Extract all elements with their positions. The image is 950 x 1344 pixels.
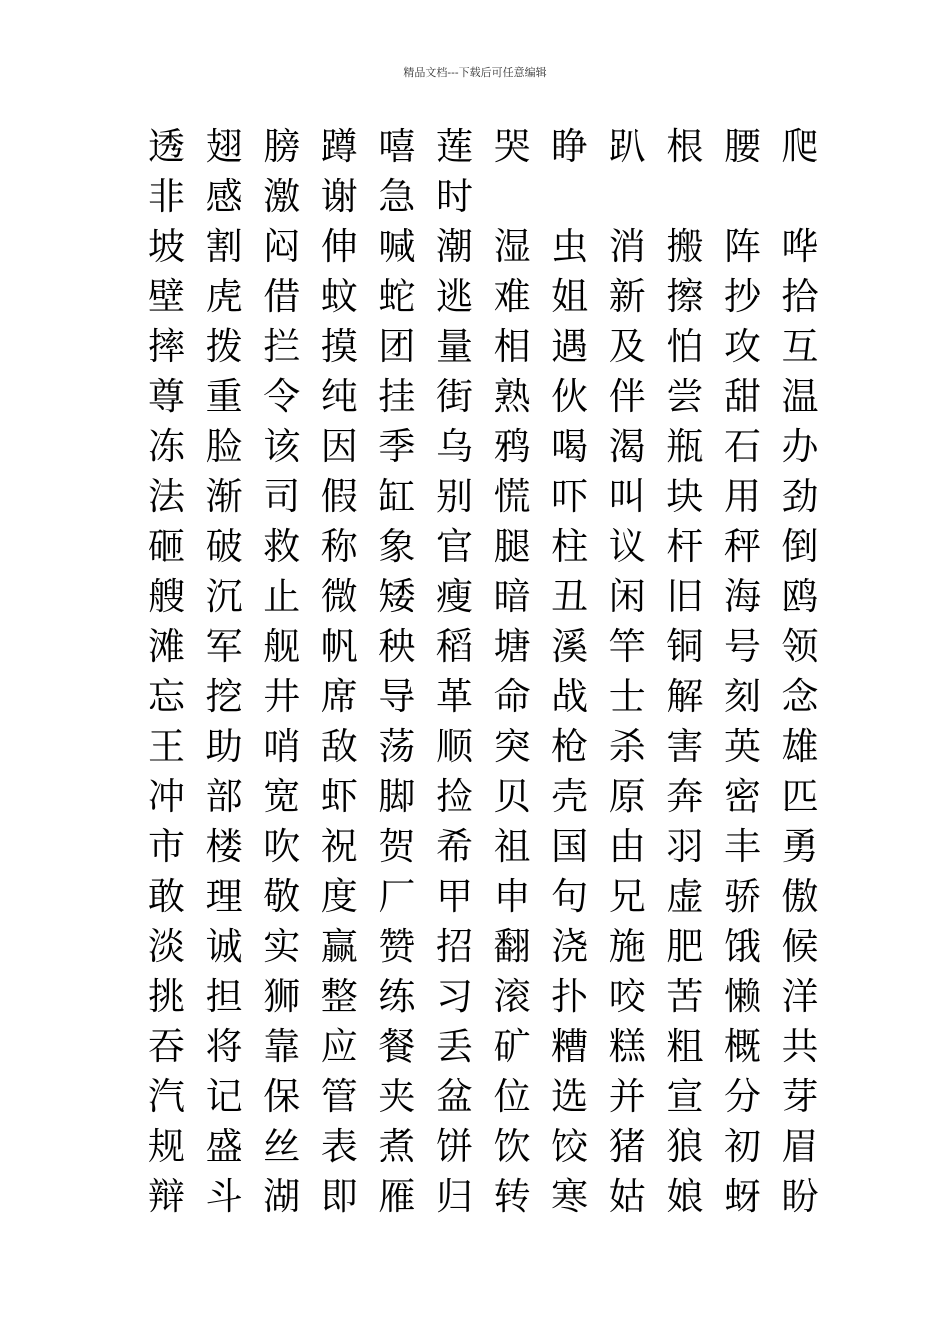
character-cell: 虚 [666,875,704,918]
character-cell: 兄 [608,875,646,918]
character-cell: 原 [608,775,646,818]
character-cell: 贝 [493,775,531,818]
character-cell: 芽 [781,1075,819,1118]
character-cell: 办 [781,425,819,468]
character-cell: 饼 [435,1125,473,1168]
character-cell: 溪 [551,625,589,668]
character-cell: 膀 [263,125,301,168]
character-cell: 虎 [205,275,243,318]
character-cell: 懒 [723,975,761,1018]
character-cell: 煮 [378,1125,416,1168]
character-cell: 根 [666,125,704,168]
character-cell: 转 [493,1175,531,1218]
character-cell: 蚜 [723,1175,761,1218]
character-cell: 狼 [666,1125,704,1168]
character-cell: 法 [148,475,185,518]
character-cell: 壁 [148,275,185,318]
character-cell: 号 [723,625,761,668]
character-cell: 莲 [435,125,473,168]
character-cell: 趴 [608,125,646,168]
character-cell: 国 [551,825,589,868]
character-row [148,622,838,672]
character-cell: 季 [378,425,416,468]
character-cell: 归 [435,1175,473,1218]
character-cell: 狮 [263,975,301,1018]
character-cell: 渐 [205,475,243,518]
character-cell: 雁 [378,1175,416,1218]
character-cell: 蛇 [378,275,416,318]
character-cell: 姑 [608,1175,646,1218]
character-cell: 擦 [666,275,704,318]
character-cell: 吞 [148,1025,185,1068]
character-cell: 司 [263,475,301,518]
character-cell: 习 [435,975,473,1018]
character-cell: 滩 [148,625,185,668]
character-cell: 靠 [263,1025,301,1068]
character-cell: 旧 [666,575,704,618]
character-cell: 哗 [781,225,819,268]
character-cell: 饮 [493,1125,531,1168]
character-cell: 慌 [493,475,531,518]
character-row [148,472,838,522]
character-cell: 申 [493,875,531,918]
character-cell: 令 [263,375,301,418]
character-cell: 柱 [551,525,589,568]
character-cell: 艘 [148,575,185,618]
character-cell: 念 [781,675,819,718]
character-row [148,372,838,422]
character-cell: 团 [378,325,416,368]
character-cell: 渴 [608,425,646,468]
character-cell: 丰 [723,825,761,868]
character-cell: 搬 [666,225,704,268]
character-cell: 虫 [551,225,589,268]
character-cell: 挑 [148,975,185,1018]
character-cell: 度 [320,875,358,918]
character-cell: 新 [608,275,646,318]
character-cell: 止 [263,575,301,618]
character-cell: 伸 [320,225,358,268]
character-cell: 敢 [148,875,185,918]
character-cell: 倒 [781,525,819,568]
character-row [148,772,838,822]
character-cell: 由 [608,825,646,868]
character-cell: 纯 [320,375,358,418]
character-cell: 冻 [148,425,185,468]
character-row [148,222,838,272]
character-cell: 劲 [781,475,819,518]
page-header: 精品文档---下载后可任意编辑 [403,66,547,79]
character-cell: 缸 [378,475,416,518]
character-row [148,322,838,372]
character-cell: 微 [320,575,358,618]
character-cell: 伙 [551,375,589,418]
character-cell: 难 [493,275,531,318]
character-cell: 将 [205,1025,243,1068]
character-cell: 透 [148,125,185,168]
character-cell: 洋 [781,975,819,1018]
character-cell: 捡 [435,775,473,818]
character-cell: 肥 [666,925,704,968]
character-cell: 蚊 [320,275,358,318]
character-row [148,972,838,1022]
character-cell: 官 [435,525,473,568]
character-cell: 竿 [608,625,646,668]
character-cell: 羽 [666,825,704,868]
character-cell: 盼 [781,1175,819,1218]
character-cell: 汽 [148,1075,185,1118]
character-cell: 脚 [378,775,416,818]
character-cell: 粗 [666,1025,704,1068]
character-cell: 哭 [493,125,531,168]
character-cell: 塘 [493,625,531,668]
character-cell: 记 [205,1075,243,1118]
character-cell: 担 [205,975,243,1018]
character-cell: 消 [608,225,646,268]
character-cell: 喊 [378,225,416,268]
character-row [148,1022,838,1072]
character-cell: 规 [148,1125,185,1168]
character-cell: 咬 [608,975,646,1018]
character-cell: 杀 [608,725,646,768]
character-cell: 概 [723,1025,761,1068]
character-cell: 议 [608,525,646,568]
character-cell: 抄 [723,275,761,318]
character-cell: 腰 [723,125,761,168]
character-cell: 宽 [263,775,301,818]
character-cell: 腿 [493,525,531,568]
character-row [148,422,838,472]
character-cell: 甲 [435,875,473,918]
character-cell: 部 [205,775,243,818]
character-cell: 革 [435,675,473,718]
character-cell: 别 [435,475,473,518]
character-cell: 管 [320,1075,358,1118]
character-row [148,122,838,172]
character-cell: 乌 [435,425,473,468]
character-cell: 盛 [205,1125,243,1168]
character-cell: 滚 [493,975,531,1018]
character-cell: 及 [608,325,646,368]
character-cell: 甜 [723,375,761,418]
character-cell: 辩 [148,1175,185,1218]
character-cell: 忘 [148,675,185,718]
character-cell: 丑 [551,575,589,618]
character-cell: 破 [205,525,243,568]
character-cell: 淡 [148,925,185,968]
character-cell: 选 [551,1075,589,1118]
character-cell: 命 [493,675,531,718]
character-cell: 娘 [666,1175,704,1218]
character-cell: 市 [148,825,185,868]
character-cell: 假 [320,475,358,518]
character-cell: 激 [263,175,301,218]
character-cell: 解 [666,675,704,718]
character-cell: 挂 [378,375,416,418]
character-cell: 拾 [781,275,819,318]
character-cell: 荡 [378,725,416,768]
character-row [148,722,838,772]
character-cell: 井 [263,675,301,718]
character-cell: 借 [263,275,301,318]
character-cell: 相 [493,325,531,368]
character-cell: 鸥 [781,575,819,618]
character-cell: 用 [723,475,761,518]
character-cell: 喝 [551,425,589,468]
character-cell: 王 [148,725,185,768]
character-cell: 楼 [205,825,243,868]
character-cell: 赞 [378,925,416,968]
character-cell: 候 [781,925,819,968]
character-cell: 翅 [205,125,243,168]
character-cell: 谢 [320,175,358,218]
character-cell: 句 [551,875,589,918]
character-cell: 枪 [551,725,589,768]
character-cell: 攻 [723,325,761,368]
character-cell: 害 [666,725,704,768]
character-cell: 摸 [320,325,358,368]
character-cell: 街 [435,375,473,418]
character-cell: 整 [320,975,358,1018]
character-cell: 遇 [551,325,589,368]
character-cell: 吹 [263,825,301,868]
character-cell: 吓 [551,475,589,518]
character-cell: 眉 [781,1125,819,1168]
character-cell: 舰 [263,625,301,668]
character-cell: 非 [148,175,185,218]
character-row [148,172,838,222]
character-cell: 助 [205,725,243,768]
character-cell: 壳 [551,775,589,818]
character-cell: 苦 [666,975,704,1018]
character-cell: 摔 [148,325,185,368]
character-cell: 席 [320,675,358,718]
character-cell: 割 [205,225,243,268]
character-cell: 希 [435,825,473,868]
character-cell: 表 [320,1125,358,1168]
character-cell: 糕 [608,1025,646,1068]
character-cell: 饺 [551,1125,589,1168]
character-cell: 雄 [781,725,819,768]
character-cell: 脸 [205,425,243,468]
character-cell: 叫 [608,475,646,518]
character-cell: 餐 [378,1025,416,1068]
character-cell: 夹 [378,1075,416,1118]
character-cell: 顺 [435,725,473,768]
character-cell: 刻 [723,675,761,718]
character-cell: 密 [723,775,761,818]
character-row [148,272,838,322]
character-cell: 理 [205,875,243,918]
character-cell: 并 [608,1075,646,1118]
character-cell: 嘻 [378,125,416,168]
character-cell: 分 [723,1075,761,1118]
character-cell: 敌 [320,725,358,768]
character-cell: 怕 [666,325,704,368]
character-cell: 实 [263,925,301,968]
character-cell: 量 [435,325,473,368]
character-cell: 翻 [493,925,531,968]
character-cell: 坡 [148,225,185,268]
character-cell: 砸 [148,525,185,568]
character-cell: 匹 [781,775,819,818]
character-cell: 饿 [723,925,761,968]
character-cell: 铜 [666,625,704,668]
character-cell: 英 [723,725,761,768]
character-cell: 即 [320,1175,358,1218]
character-cell: 闲 [608,575,646,618]
character-cell: 湿 [493,225,531,268]
character-cell: 施 [608,925,646,968]
character-cell: 祝 [320,825,358,868]
character-cell: 军 [205,625,243,668]
character-cell: 糟 [551,1025,589,1068]
character-cell: 秧 [378,625,416,668]
character-cell: 祖 [493,825,531,868]
character-cell: 保 [263,1075,301,1118]
character-cell: 战 [551,675,589,718]
character-cell: 感 [205,175,243,218]
character-cell: 急 [378,175,416,218]
character-cell: 闷 [263,225,301,268]
character-row [148,1172,838,1222]
character-cell: 哨 [263,725,301,768]
character-cell: 暗 [493,575,531,618]
character-cell: 斗 [205,1175,243,1218]
character-cell: 诚 [205,925,243,968]
character-cell: 浇 [551,925,589,968]
character-cell: 稻 [435,625,473,668]
character-cell: 伴 [608,375,646,418]
character-cell: 骄 [723,875,761,918]
character-cell: 阵 [723,225,761,268]
character-cell: 爬 [781,125,819,168]
character-cell: 猪 [608,1125,646,1168]
character-cell: 位 [493,1075,531,1118]
character-cell: 杆 [666,525,704,568]
character-cell: 石 [723,425,761,468]
character-row [148,522,838,572]
character-cell: 温 [781,375,819,418]
character-cell: 尝 [666,375,704,418]
character-cell: 贺 [378,825,416,868]
character-cell: 睁 [551,125,589,168]
character-cell: 象 [378,525,416,568]
character-cell: 冲 [148,775,185,818]
character-cell: 互 [781,325,819,368]
character-cell: 帆 [320,625,358,668]
character-cell: 鸦 [493,425,531,468]
character-cell: 该 [263,425,301,468]
character-cell: 逃 [435,275,473,318]
character-row [148,922,838,972]
character-cell: 领 [781,625,819,668]
character-cell: 瘦 [435,575,473,618]
character-cell: 重 [205,375,243,418]
character-cell: 海 [723,575,761,618]
character-cell: 矮 [378,575,416,618]
character-cell: 傲 [781,875,819,918]
character-cell: 扑 [551,975,589,1018]
character-cell: 姐 [551,275,589,318]
character-cell: 拦 [263,325,301,368]
character-cell: 湖 [263,1175,301,1218]
character-cell: 初 [723,1125,761,1168]
character-cell: 招 [435,925,473,968]
character-cell: 矿 [493,1025,531,1068]
character-cell: 宣 [666,1075,704,1118]
character-cell: 突 [493,725,531,768]
character-cell: 赢 [320,925,358,968]
character-cell: 时 [435,175,473,218]
character-cell: 奔 [666,775,704,818]
character-cell: 蹲 [320,125,358,168]
character-row [148,822,838,872]
character-cell: 丝 [263,1125,301,1168]
character-cell: 块 [666,475,704,518]
character-cell: 熟 [493,375,531,418]
character-cell: 救 [263,525,301,568]
character-cell: 沉 [205,575,243,618]
character-cell: 尊 [148,375,185,418]
character-cell: 虾 [320,775,358,818]
character-cell: 共 [781,1025,819,1068]
character-cell: 士 [608,675,646,718]
character-cell: 厂 [378,875,416,918]
character-row [148,672,838,722]
character-cell: 丢 [435,1025,473,1068]
character-row [148,572,838,622]
character-cell: 寒 [551,1175,589,1218]
character-row [148,1122,838,1172]
character-cell: 秤 [723,525,761,568]
character-cell: 挖 [205,675,243,718]
character-cell: 勇 [781,825,819,868]
character-row [148,1072,838,1122]
character-cell: 潮 [435,225,473,268]
character-row [148,872,838,922]
character-cell: 导 [378,675,416,718]
character-cell: 应 [320,1025,358,1068]
character-cell: 敬 [263,875,301,918]
character-cell: 因 [320,425,358,468]
character-cell: 盆 [435,1075,473,1118]
character-list [148,122,838,1222]
character-cell: 称 [320,525,358,568]
character-cell: 练 [378,975,416,1018]
character-cell: 拨 [205,325,243,368]
character-cell: 瓶 [666,425,704,468]
